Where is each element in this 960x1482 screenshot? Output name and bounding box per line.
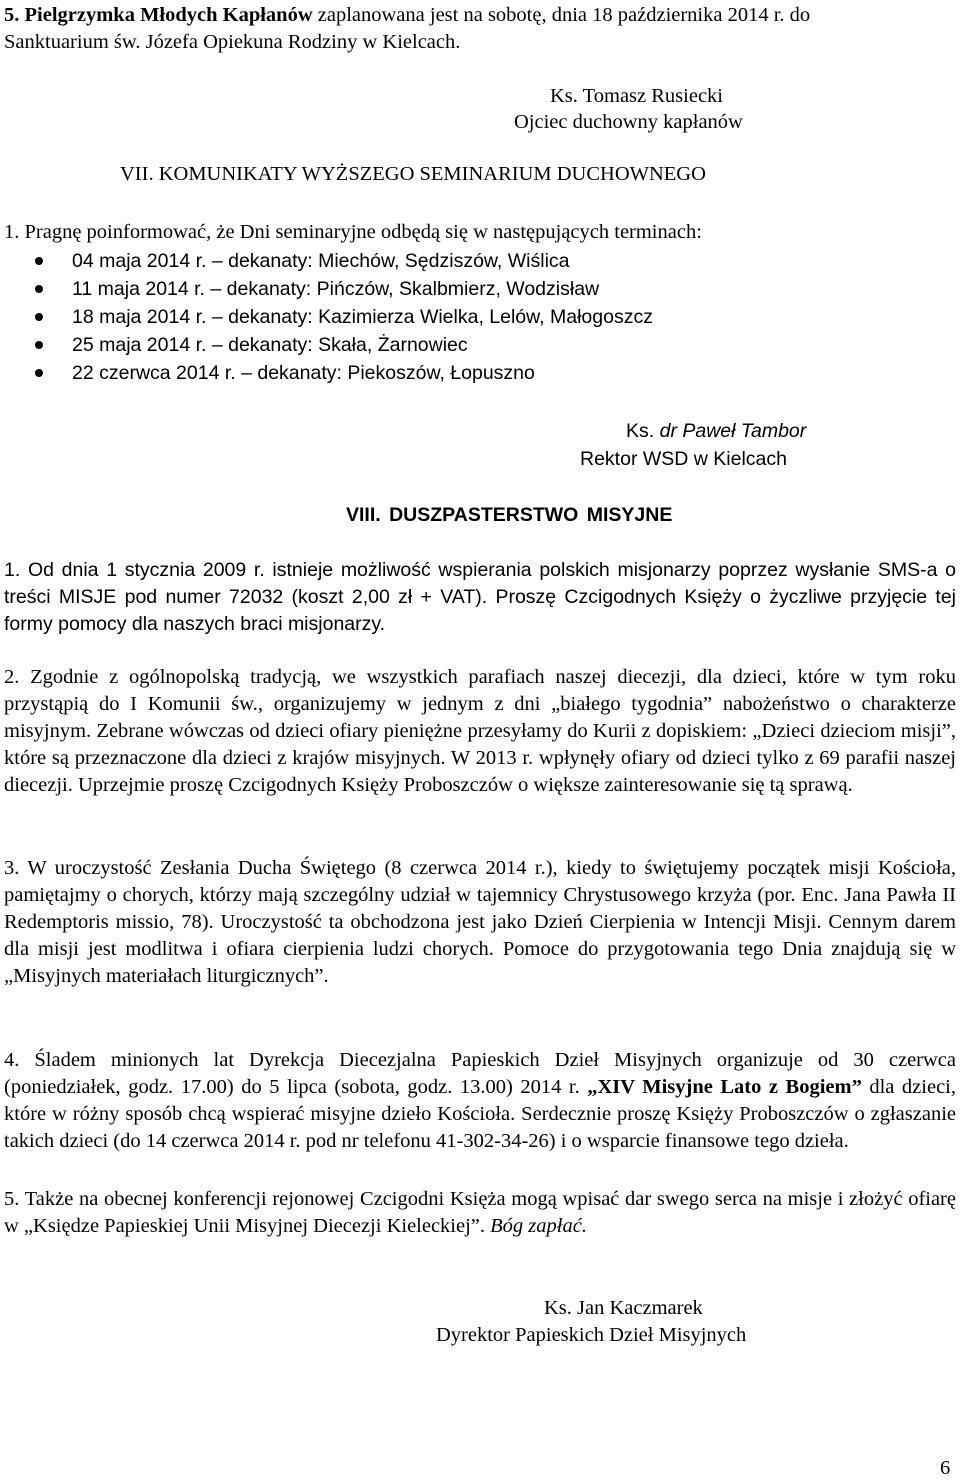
signature-rusiecki-role — [514, 109, 743, 136]
signature-name: Ks. Jan Kaczmarek — [544, 1297, 703, 1319]
date-entry: 04 maja 2014 r. – dekanaty: Miechów, Sędziszów, Wiślica — [72, 250, 570, 272]
page-number-text: 6 — [940, 1457, 951, 1479]
bullet-icon — [35, 369, 43, 377]
list-item — [30, 331, 653, 359]
sec8-paragraph-4 — [4, 1047, 956, 1155]
sec8-paragraph-1 — [4, 557, 956, 638]
sec8-paragraph-2 — [4, 664, 956, 799]
signature-tambor — [626, 418, 806, 445]
sec5-number: 5. — [4, 4, 25, 26]
bullet-icon — [35, 285, 43, 293]
sec8-paragraph-3 — [4, 855, 956, 990]
sec7-heading-text: VII. KOMUNIKATY WYŻSZEGO SEMINARIUM DUCHOWNEGO — [120, 163, 706, 185]
signature-name: dr Paweł Tambor — [659, 420, 807, 442]
sec7-intro — [4, 219, 702, 246]
list-item — [30, 247, 653, 275]
date-entry: 11 maja 2014 r. – dekanaty: Pińczów, Skalbmierz, Wodzisław — [72, 278, 600, 300]
paragraph-text: 2. Zgodnie z ogólnopolską tradycją, we wszystkich parafiach naszej diecezji, dla dzieci, które w tym roku przystąpią do I Komunii św., organizujemy w jednym z dni „białego tygodnia” nabożeństwo o charakterze misyjnym. Zebrane wówczas od dzieci ofiary pieniężne przesyłamy do Kurii z dopiskiem: „Dzieci dzieciom misji”, które są przeznaczone dla dzieci z krajów misyjnych. W 2013 r. wpłynęły ofiary od dzieci tylko z 69 parafii naszej diecezji. Uprzejmie proszę Czcigodnych Księży Proboszczów o większe zainteresowanie się tą sprawą. — [4, 666, 956, 796]
signature-role: Ojciec duchowny kapłanów — [514, 111, 743, 133]
paragraph-text: 1. Od dnia 1 stycznia 2009 r. istnieje możliwość wspierania polskich misjonarzy poprzez wysłanie SMS-a o treści MISJE pod numer 72032 (koszt 2,00 zł + VAT). Proszę Czcigodnych Księży o życzliwe przyjęcie tej formy pomocy dla naszych braci misjonarzy. — [4, 559, 956, 635]
sec5-paragraph — [4, 2, 956, 56]
list-item — [30, 275, 653, 303]
signature-role: Dyrektor Papieskich Dzieł Misyjnych — [436, 1324, 747, 1346]
sec8-heading — [346, 502, 672, 529]
list-item — [30, 303, 653, 331]
paragraph-text: 3. W uroczystość Zesłania Ducha Świętego (8 czerwca 2014 r.), kiedy to świętujemy początek misji Kościoła, pamiętajmy o chorych, którzy mają szczególny udział w tajemnicy Chrystusowego krzyża (por. Enc. Jana Pawła II Redemptoris missio, 78). Uroczystość ta obchodzona jest jako Dzień Cierpienia w Intencji Misji. Cennym darem dla misji jest modlitwa i ofiara cierpienia ludzi chorych. Pomoce do przygotowania tego Dnia znajdują się w „Misyjnych materiałach liturgicznych”. — [4, 857, 956, 987]
sec5-bold-title: Pielgrzymka Młodych Kapłanów — [24, 4, 313, 26]
paragraph-text: 4. Śladem minionych lat Dyrekcja Diecezjalna Papieskich Dzieł Misyjnych organizuje od 30 czerwca (poniedziałek, godz. 17.00) do 5 lipca (sobota, godz. 13.00) 2014 r. — [4, 1049, 956, 1098]
signature-name: Ks. Tomasz Rusiecki — [550, 85, 723, 107]
date-entry: 25 maja 2014 r. – dekanaty: Skała, Żarnowiec — [72, 334, 468, 356]
sec7-intro-text: 1. Pragnę poinformować, że Dni seminaryjne odbędą się w następujących terminach: — [4, 221, 702, 243]
paragraph-text: 5. Także na obecnej konferencji rejonowej Czcigodni Księża mogą wpisać dar swego serca na misje i złożyć ofiarę w „Księdze Papieskiej Unii Misyjnej Diecezji Kieleckiej”. — [4, 1188, 956, 1237]
sec7-heading — [120, 161, 706, 188]
page-number — [940, 1455, 950, 1482]
list-item — [30, 359, 653, 387]
sec8-paragraph-5 — [4, 1186, 956, 1240]
signature-title: Ks. — [626, 420, 660, 442]
date-entry: 18 maja 2014 r. – dekanaty: Kazimierza Wielka, Lelów, Małogoszcz — [72, 306, 653, 328]
paragraph-text-cont: dla dzieci, które w różny sposób chcą wspierać misyjne dzieło Kościoła. Serdecznie proszę Księży Proboszczów o zgłaszanie takich dzieci (do 14 czerwca 2014 r. pod nr telefonu 41-302-34-26) i o wsparcie finansowe tego dzieła. — [4, 1076, 956, 1152]
date-entry: 22 czerwca 2014 r. – dekanaty: Piekoszów, Łopuszno — [72, 362, 535, 384]
sec8-heading-text: VIII. DUSZPASTERSTWO MISYJNE — [346, 504, 673, 526]
signature-rusiecki — [550, 83, 723, 110]
closing-thanks: Bóg zapłać. — [490, 1215, 587, 1237]
signature-kaczmarek — [544, 1295, 703, 1322]
bullet-icon — [35, 313, 43, 321]
event-title: „XIV Misyjne Lato z Bogiem” — [587, 1076, 862, 1098]
bullet-icon — [35, 257, 43, 265]
seminary-dates-list — [30, 247, 653, 387]
signature-tambor-role — [580, 446, 787, 473]
sec5-line1-rest: zaplanowana jest na sobotę, dnia 18 października 2014 r. do — [312, 4, 811, 26]
sec5-line2: Sanktuarium św. Józefa Opiekuna Rodziny w Kielcach. — [4, 31, 461, 53]
signature-role: Rektor WSD w Kielcach — [580, 448, 787, 470]
signature-kaczmarek-role — [436, 1322, 746, 1349]
bullet-icon — [35, 341, 43, 349]
